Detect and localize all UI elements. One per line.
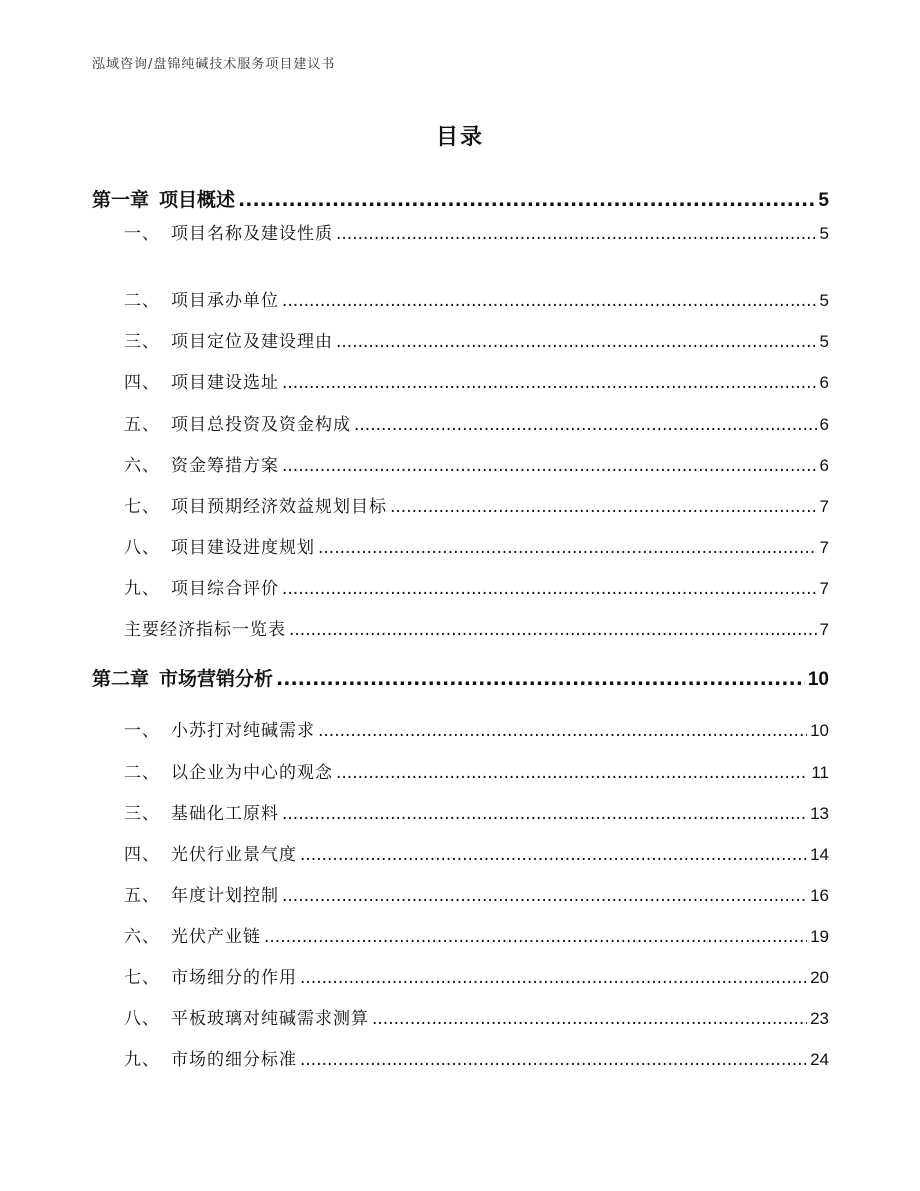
toc-entry[interactable] [124, 615, 829, 640]
section-title: 项目建设选址 [171, 373, 279, 393]
dot-leader [336, 332, 817, 352]
section-title: 平板玻璃对纯碱需求测算 [171, 1009, 369, 1029]
toc-entry[interactable] [124, 922, 829, 947]
section-number: 四、 [124, 373, 160, 393]
section-page-number: 7 [819, 579, 829, 598]
dot-leader [390, 497, 817, 517]
chapter-label: 第一章 [92, 189, 150, 211]
section-title: 项目建设进度规划 [171, 538, 315, 558]
section-title: 项目预期经济效益规划目标 [171, 497, 387, 517]
dot-leader [318, 721, 807, 741]
section-number: 八、 [124, 1009, 160, 1029]
toc-entry[interactable] [124, 492, 829, 517]
toc-entry[interactable] [124, 451, 829, 476]
toc-entry[interactable] [124, 840, 829, 865]
section-page-number: 5 [819, 224, 829, 243]
dot-leader [238, 189, 815, 211]
section-title: 基础化工原料 [171, 804, 279, 824]
section-number: 二、 [124, 291, 160, 311]
section-title: 光伏行业景气度 [171, 845, 297, 865]
dot-leader [289, 620, 817, 640]
dot-leader [282, 804, 807, 824]
dot-leader [264, 927, 807, 947]
section-page-number: 23 [810, 1009, 829, 1028]
section-page-number: 6 [819, 456, 829, 475]
section-title: 年度计划控制 [171, 886, 279, 906]
section-page-number: 6 [819, 415, 829, 434]
section-number: 三、 [124, 804, 160, 824]
section-title: 光伏产业链 [171, 927, 261, 947]
section-number: 五、 [124, 886, 160, 906]
section-page-number: 24 [810, 1050, 829, 1069]
dot-leader [336, 224, 817, 244]
section-number: 二、 [124, 763, 160, 783]
page-header: 泓域咨询/盘锦纯碱技术服务项目建议书 [92, 57, 336, 72]
section-title: 小苏打对纯碱需求 [171, 721, 315, 741]
toc-entry[interactable] [124, 881, 829, 906]
dot-leader [282, 886, 807, 906]
section-title: 项目总投资及资金构成 [171, 415, 351, 435]
section-number: 一、 [124, 224, 160, 244]
section-title: 项目综合评价 [171, 579, 279, 599]
toc-chapter-2[interactable] [92, 664, 829, 691]
dot-leader [372, 1009, 807, 1029]
dot-leader [300, 1050, 807, 1070]
section-number: 六、 [124, 927, 160, 947]
section-title: 市场细分的作用 [171, 968, 297, 988]
dot-leader [336, 763, 808, 783]
section-page-number: 13 [810, 804, 829, 823]
section-number: 九、 [124, 1050, 160, 1070]
section-page-number: 10 [810, 721, 829, 740]
dot-leader [282, 456, 817, 476]
section-title: 资金筹措方案 [171, 456, 279, 476]
dot-leader [276, 668, 805, 690]
section-title: 项目定位及建设理由 [171, 332, 333, 352]
toc-entry[interactable] [124, 574, 829, 599]
dot-leader [318, 538, 817, 558]
section-title: 市场的细分标准 [171, 1050, 297, 1070]
toc-entry[interactable] [124, 716, 829, 741]
dot-leader [354, 415, 817, 435]
toc-entry[interactable] [124, 758, 829, 783]
section-number: 三、 [124, 332, 160, 352]
toc-entry[interactable] [124, 219, 829, 244]
section-page-number: 11 [811, 763, 829, 782]
toc-entry[interactable] [124, 1045, 829, 1070]
chapter-title: 项目概述 [159, 189, 236, 211]
section-title: 主要经济指标一览表 [124, 620, 286, 640]
section-page-number: 6 [819, 373, 829, 392]
section-number: 四、 [124, 845, 160, 865]
section-page-number: 7 [819, 620, 829, 639]
section-number: 七、 [124, 497, 160, 517]
toc-entry[interactable] [124, 286, 829, 311]
toc-entry[interactable] [124, 410, 829, 435]
toc-chapter-1[interactable] [92, 185, 829, 212]
dot-leader [282, 579, 817, 599]
section-number: 八、 [124, 538, 160, 558]
toc-entry[interactable] [124, 327, 829, 352]
chapter-page-number: 5 [818, 190, 829, 211]
section-title: 项目承办单位 [171, 291, 279, 311]
dot-leader [282, 373, 817, 393]
section-number: 六、 [124, 456, 160, 476]
section-number: 七、 [124, 968, 160, 988]
dot-leader [282, 291, 817, 311]
section-title: 以企业为中心的观念 [171, 763, 333, 783]
section-page-number: 19 [810, 927, 829, 946]
section-page-number: 7 [819, 497, 829, 516]
section-page-number: 5 [819, 291, 829, 310]
section-title: 项目名称及建设性质 [171, 224, 333, 244]
chapter-title: 市场营销分析 [159, 668, 274, 690]
section-number: 一、 [124, 721, 160, 741]
dot-leader [300, 968, 807, 988]
section-number: 五、 [124, 415, 160, 435]
toc-title: 目录 [435, 125, 484, 150]
dot-leader [300, 845, 807, 865]
section-page-number: 14 [810, 845, 829, 864]
toc-entry[interactable] [124, 963, 829, 988]
toc-entry[interactable] [124, 1004, 829, 1029]
toc-entry[interactable] [124, 533, 829, 558]
toc-entry[interactable] [124, 799, 829, 824]
section-page-number: 7 [819, 538, 829, 557]
section-page-number: 5 [819, 332, 829, 351]
section-page-number: 20 [810, 968, 829, 987]
chapter-page-number: 10 [807, 669, 829, 690]
toc-entry[interactable] [124, 368, 829, 393]
section-page-number: 16 [810, 886, 829, 905]
section-number: 九、 [124, 579, 160, 599]
chapter-label: 第二章 [92, 668, 150, 690]
